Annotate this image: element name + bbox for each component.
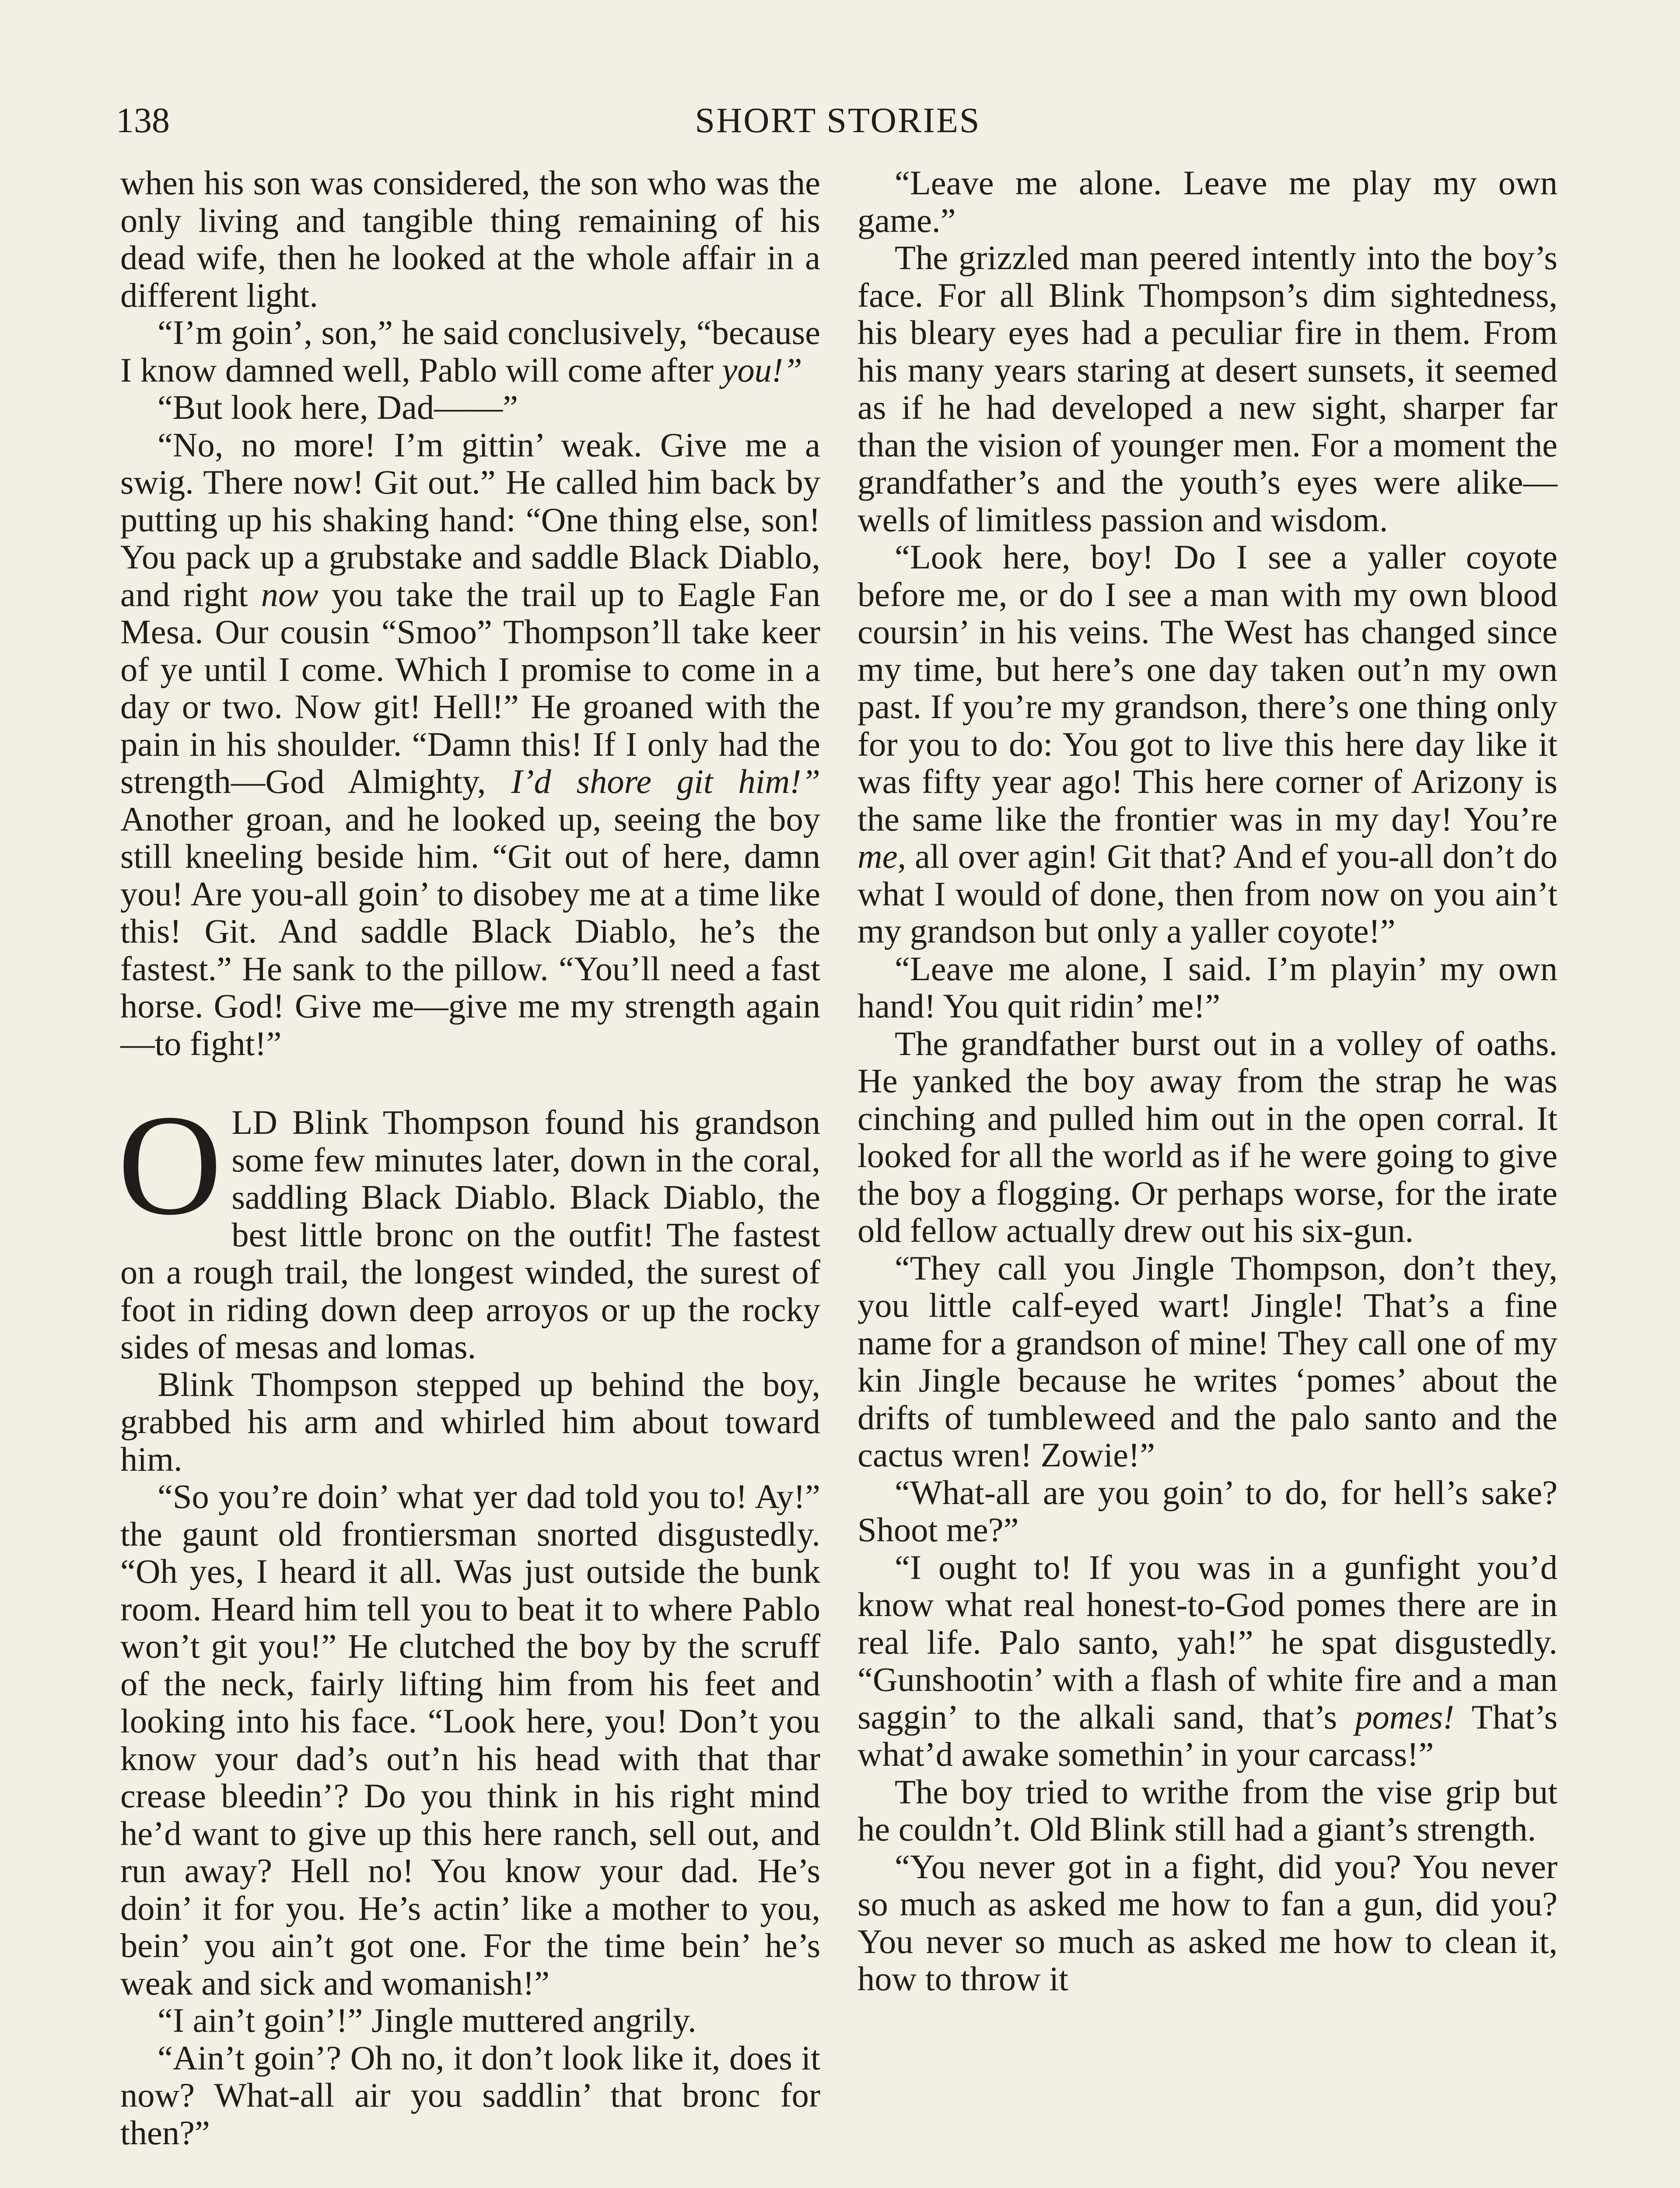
paragraph: “Leave me alone, I said. I’m playin’ my own hand! You quit ridin’ me!” [858,949,1558,1025]
paragraph: “What-all are you goin’ to do, for hell’s sake? Shoot me?” [858,1473,1558,1549]
paragraph-text: Another groan, and he looked up, seeing the boy still kneeling beside him. “Git out of here, damn you! Are you-all goin’ to disobey me at a time like this! Git. And saddle Black Diablo, he’s the fastest.” He sank to the pillow. “You’ll need a fast horse. God! Give me—give me my strength again—to fight!” [120,799,820,1062]
emphasis-text: I’d shore git him!” [511,762,821,800]
paragraph-text: “I ought to! If you was in a gunfight you’d know what real honest-to-God pomes there are in real life. Palo santo, yah!” he spat disgustedly. “Gunshootin’ with a flash of white fire and a man saggin’ to the alkali sand, that’s [858,1548,1558,1736]
paragraph: The boy tried to writhe from the vise grip but he couldn’t. Old Blink still had a giant’s strength. [858,1772,1558,1848]
paragraph: Blink Thompson stepped up behind the boy, grabbed his arm and whirled him about toward him. [120,1365,820,1478]
paragraph-text: all over agin! Git that? And ef you-all don’t do what I would of done, then from now on you ain’t my grandson but only a yaller coyote!” [858,837,1558,950]
paragraph: when his son was considered, the son who was the only living and tangible thing remaining of his dead wife, then he looked at the whole affair in a different light. [120,164,820,314]
paragraph-text: “I’m goin’, son,” he said conclusively, “because I know damned well, Pablo will come after [120,313,820,389]
paragraph: The grizzled man peered intently into the boy’s face. For all Blink Thompson’s dim sightedness, his bleary eyes had a peculiar fire in them. From his many years staring at desert sunsets, it seemed as if he had developed a new sight, sharper far than the vision of younger men. For a moment the grandfather’s and the youth’s eyes were alike—wells of limitless passion and wisdom. [858,238,1558,539]
page-number: 138 [116,100,170,140]
paragraph: “They call you Jingle Thompson, don’t they, you little calf-eyed wart! Jingle! That’s a fine name for a grandson of mine! They call one of my kin Jingle because he writes ‘pomes’ about the drifts of tumbleweed and the palo santo and the cactus wren! Zowie!” [858,1248,1558,1474]
paragraph: “So you’re doin’ what yer dad told you to! Ay!” the gaunt old frontiersman snorted disgustedly. “Oh yes, I heard it all. Was just outside the bunk room. Heard him tell you to beat it to where Pablo won’t git you!” He clutched the boy by the scruff of the neck, fairly lifting him from his feet and looking into his face. “Look here, you! Don’t you know your dad’s out’n his head with that thar crease bleedin’? Do you think in his right mind he’d want to give up this here ranch, sell out, and run away? Hell no! You know your dad. He’s doin’ it for you. He’s actin’ like a mother to you, bein’ you ain’t got one. For the time bein’ he’s weak and sick and womanish!” [120,1477,820,2002]
paragraph: “I ain’t goin’!” Jingle muttered angrily. [158,2001,696,2039]
right-column [858,164,1558,1998]
section-break [120,1062,820,1104]
paragraph: “Leave me alone. Leave me play my own game.” [858,164,1558,239]
emphasis-text: me, [858,837,906,875]
paragraph [120,314,820,389]
paragraph-with-dropcap [118,1085,820,1366]
paragraph-text: you take the trail up to Eagle Fan Mesa. Our cousin “Smoo” Thompson’ll take keer of ye until I come. Which I promise to come in a day or two. Now git! Hell!” He groaned with the pain in his shoulder. “Damn this! If I only had the strength—God Almighty, [120,575,820,800]
paragraph-text: “No, no more! I’m gittin’ weak. Give me a swig. There now! Git out.” He called him back by putting up his shaking hand: “One thing else, son! You pack up a grubstake and saddle Black Diablo, and right [120,425,820,614]
paragraph: “But look here, Dad——” [158,388,518,426]
paragraph-text: “Look here, boy! Do I see a yaller coyote before me, or do I see a man with my own blood coursin’ in his veins. The West has changed since my time, but here’s one day taken out’n my own past. If you’re my grandson, there’s one thing only for you to do: You got to live this here day like it was fifty year ago! This here corner of Arizony is the same like the frontier was in my day! You’re [858,538,1558,838]
page-header [116,98,1560,147]
emphasis-text: pomes! [1355,1697,1455,1736]
emphasis-text: you!” [722,351,802,389]
paragraph [120,426,820,1062]
running-head: SHORT STORIES [695,100,981,140]
left-column [120,164,820,2151]
paragraph [858,1549,1558,1773]
emphasis-text: now [261,575,318,614]
drop-cap: O [118,1085,222,1245]
paragraph: “You never got in a fight, did you? You never so much as asked me how to fan a gun, did you? You never so much as asked me how to clean it, how to throw it [858,1847,1558,1998]
paragraph [858,538,1558,950]
paragraph: The grandfather burst out in a volley of oaths. He yanked the boy away from the strap he was cinching and pulled him out in the open corral. It looked for all the world as if he were going to give the boy a flogging. Or perhaps worse, for the irate old fellow actually drew out his six-gun. [858,1024,1558,1249]
paragraph-text: LD Blink Thompson found his grandson some few minutes later, down in the coral, saddling Black Diablo. Black Diablo, the best little bronc on the outfit! The fastest on a rough trail, the longest winded, the surest of foot in riding down deep arroyos or up the rocky sides of mesas and lomas. [120,1103,820,1366]
paragraph: “Ain’t goin’? Oh no, it don’t look like it, does it now? What-all air you saddlin’ that bronc for then?” [120,2038,820,2152]
paragraph-text: That’s what’d awake somethin’ in your carcass!” [858,1697,1558,1773]
